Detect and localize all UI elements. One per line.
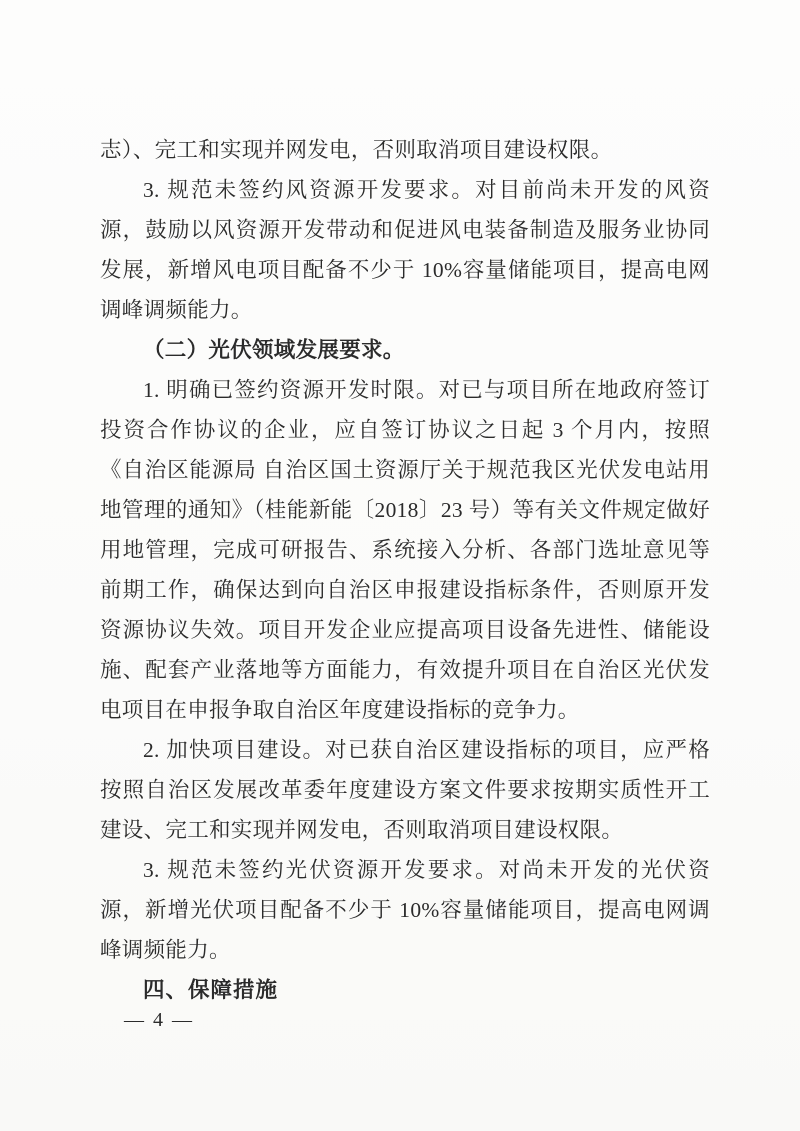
section-heading-solar-requirements: （二）光伏领域发展要求。	[143, 338, 405, 362]
paragraph-solar-signed-deadline: 1. 明确已签约资源开发时限。对已与项目所在地政府签订投资合作协议的企业，应自签订协议之日起 3 个月内，按照《自治区能源局 自治区国土资源厅关于规范我区光伏发电站用地管理的通知》（桂能新能〔2018〕23 号）等有关文件规定做好用地管理，完成可研报告、系统接入分析、各部门选址意见等前期工作，确保达到向自治区申报建设指标条件，否则原开发资源协议失效。项目开发企业应提高项目设备先进性、储能设施、配套产业落地等方面能力，有效提升项目在自治区光伏发电项目在申报争取自治区年度建设指标的竞争力。	[100, 378, 710, 722]
document-body	[100, 130, 710, 1010]
page-number: — 4 —	[124, 1009, 194, 1031]
paragraph-continuation-grid-connection: 志）、完工和实现并网发电，否则取消项目建设权限。	[100, 138, 613, 162]
paragraph-solar-unsigned-resources: 3. 规范未签约光伏资源开发要求。对尚未开发的光伏资源，新增光伏项目配备不少于 10%容量储能项目，提高电网调峰调频能力。	[100, 858, 710, 962]
section-heading-safeguard-measures: 四、保障措施	[143, 978, 279, 1002]
paragraph-solar-accelerate-construction: 2. 加快项目建设。对已获自治区建设指标的项目，应严格按照自治区发展改革委年度建设方案文件要求按期实质性开工建设、完工和实现并网发电，否则取消项目建设权限。	[100, 738, 710, 842]
paragraph-wind-unsigned-resources: 3. 规范未签约风资源开发要求。对目前尚未开发的风资源，鼓励以风资源开发带动和促进风电装备制造及服务业协同发展，新增风电项目配备不少于 10%容量储能项目，提高电网调峰调频能力。	[100, 178, 710, 322]
